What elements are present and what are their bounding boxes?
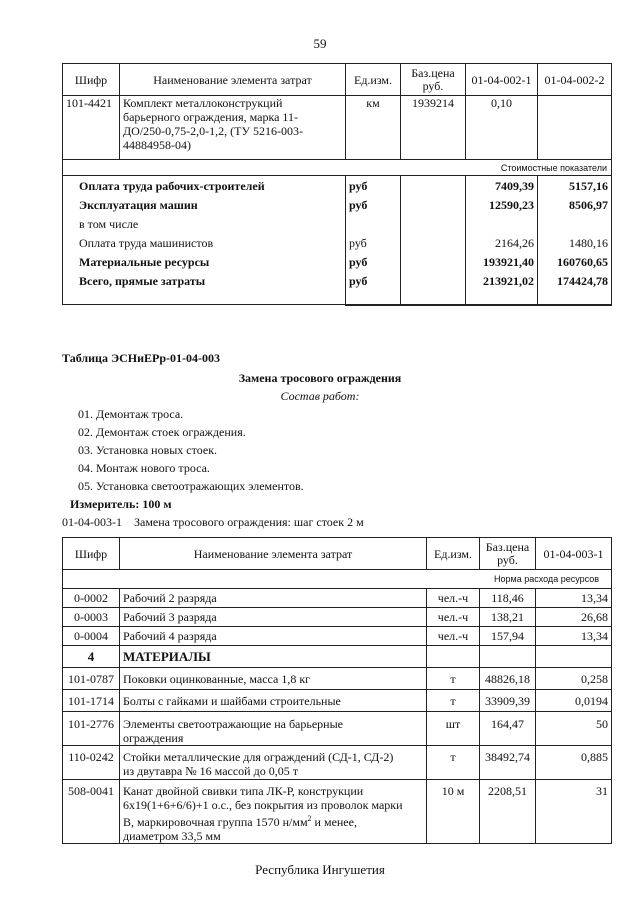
work-item: 01. Демонтаж троса. — [78, 407, 184, 421]
footer-region: Республика Ингушетия — [255, 862, 385, 877]
section-heading: Замена тросового ограждения — [238, 371, 402, 385]
section-label: Стоимостные показатели — [63, 160, 612, 176]
table-row: 101-0787 Поковки оцинкованные, масса 1,8 кг т 48826,18 0,258 — [63, 668, 612, 690]
work-item: 04. Монтаж нового троса. — [78, 461, 210, 475]
work-item: 05. Установка светоотражающих элементов. — [78, 479, 304, 493]
header-base-price: Баз.цена руб. — [480, 538, 536, 570]
header-name: Наименование элемента затрат — [120, 538, 427, 570]
table-row: 0-0002 Рабочий 2 разряда чел.-ч 118,46 13,34 — [63, 589, 612, 608]
header-col-01-04-002-2: 01-04-002-2 — [538, 64, 612, 96]
table-row: 0-0003 Рабочий 3 разряда чел.-ч 138,21 26,68 — [63, 608, 612, 627]
section-label: Норма расхода ресурсов — [63, 570, 612, 589]
table-row: 508-0041 Канат двойной свивки типа ЛК-Р, конструкции 6х19(1+6+6/6)+1 о.с., без покрытия из проволок марки В, маркировочная группа 1570 $н/мм^2$ и менее, диаметром 33,5 мм 10 м 2208,51 31 — [63, 780, 612, 844]
header-name: Наименование элемента затрат — [120, 64, 346, 96]
table-row: в том числе — [63, 214, 612, 233]
header-code: Шифр — [63, 538, 120, 570]
header-base-price: Баз.цена руб. — [401, 64, 466, 96]
composition-title: Состав работ: — [280, 389, 360, 403]
cost-table-01-04-002 — [62, 63, 612, 306]
table-row: 101-1714 Болты с гайками и шайбами строительные т 33909,39 0,0194 — [63, 690, 612, 712]
table-row: Оплата труда машинистов руб 2164,26 1480,16 — [63, 233, 612, 252]
header-code: Шифр — [63, 64, 120, 96]
resource-table-01-04-003 — [62, 537, 612, 844]
table-row: Материальные ресурсы руб 193921,40 160760,65 — [63, 252, 612, 271]
page-number: 59 — [313, 36, 327, 51]
header-unit: Ед.изм. — [346, 64, 401, 96]
header-col-01-04-002-1: 01-04-002-1 — [466, 64, 538, 96]
header-col-01-04-003-1: 01-04-003-1 — [536, 538, 612, 570]
table-row: Всего, прямые затраты руб 213921,02 174424,78 — [63, 271, 612, 305]
work-item: 03. Установка новых стоек. — [78, 443, 218, 457]
table-row: Оплата труда рабочих-строителей руб 7409,39 5157,16 — [63, 176, 612, 196]
work-item: 02. Демонтаж стоек ограждения. — [78, 425, 246, 439]
table-title: Таблица ЭСНиЕРр-01-04-003 — [62, 351, 221, 365]
norm-line: 01-04-003-1 Замена тросового ограждения: шаг стоек 2 м — [62, 515, 364, 529]
table-row: 101-4421 Комплект металлоконструкций барьерного ограждения, марка 11- ДО/250-0,75-2,0-1,2, (ТУ 5216-003- 44884958-04) км 1939214 0,10 — [63, 96, 612, 160]
table-row: 110-0242 Стойки металлические для ограждений (СД-1, СД-2) из двутавра № 16 массой до 0,05 т т 38492,74 0,885 — [63, 746, 612, 780]
table-row: Эксплуатация машин руб 12590,23 8506,97 — [63, 195, 612, 214]
materials-section-row: 4 МАТЕРИАЛЫ — [63, 646, 612, 668]
table-row: 0-0004 Рабочий 4 разряда чел.-ч 157,94 13,34 — [63, 627, 612, 646]
table-row: 101-2776 Элементы светоотражающие на барьерные ограждения шт 164,47 50 — [63, 712, 612, 746]
meter-line: Измеритель: 100 м — [70, 497, 172, 511]
header-unit: Ед.изм. — [427, 538, 480, 570]
